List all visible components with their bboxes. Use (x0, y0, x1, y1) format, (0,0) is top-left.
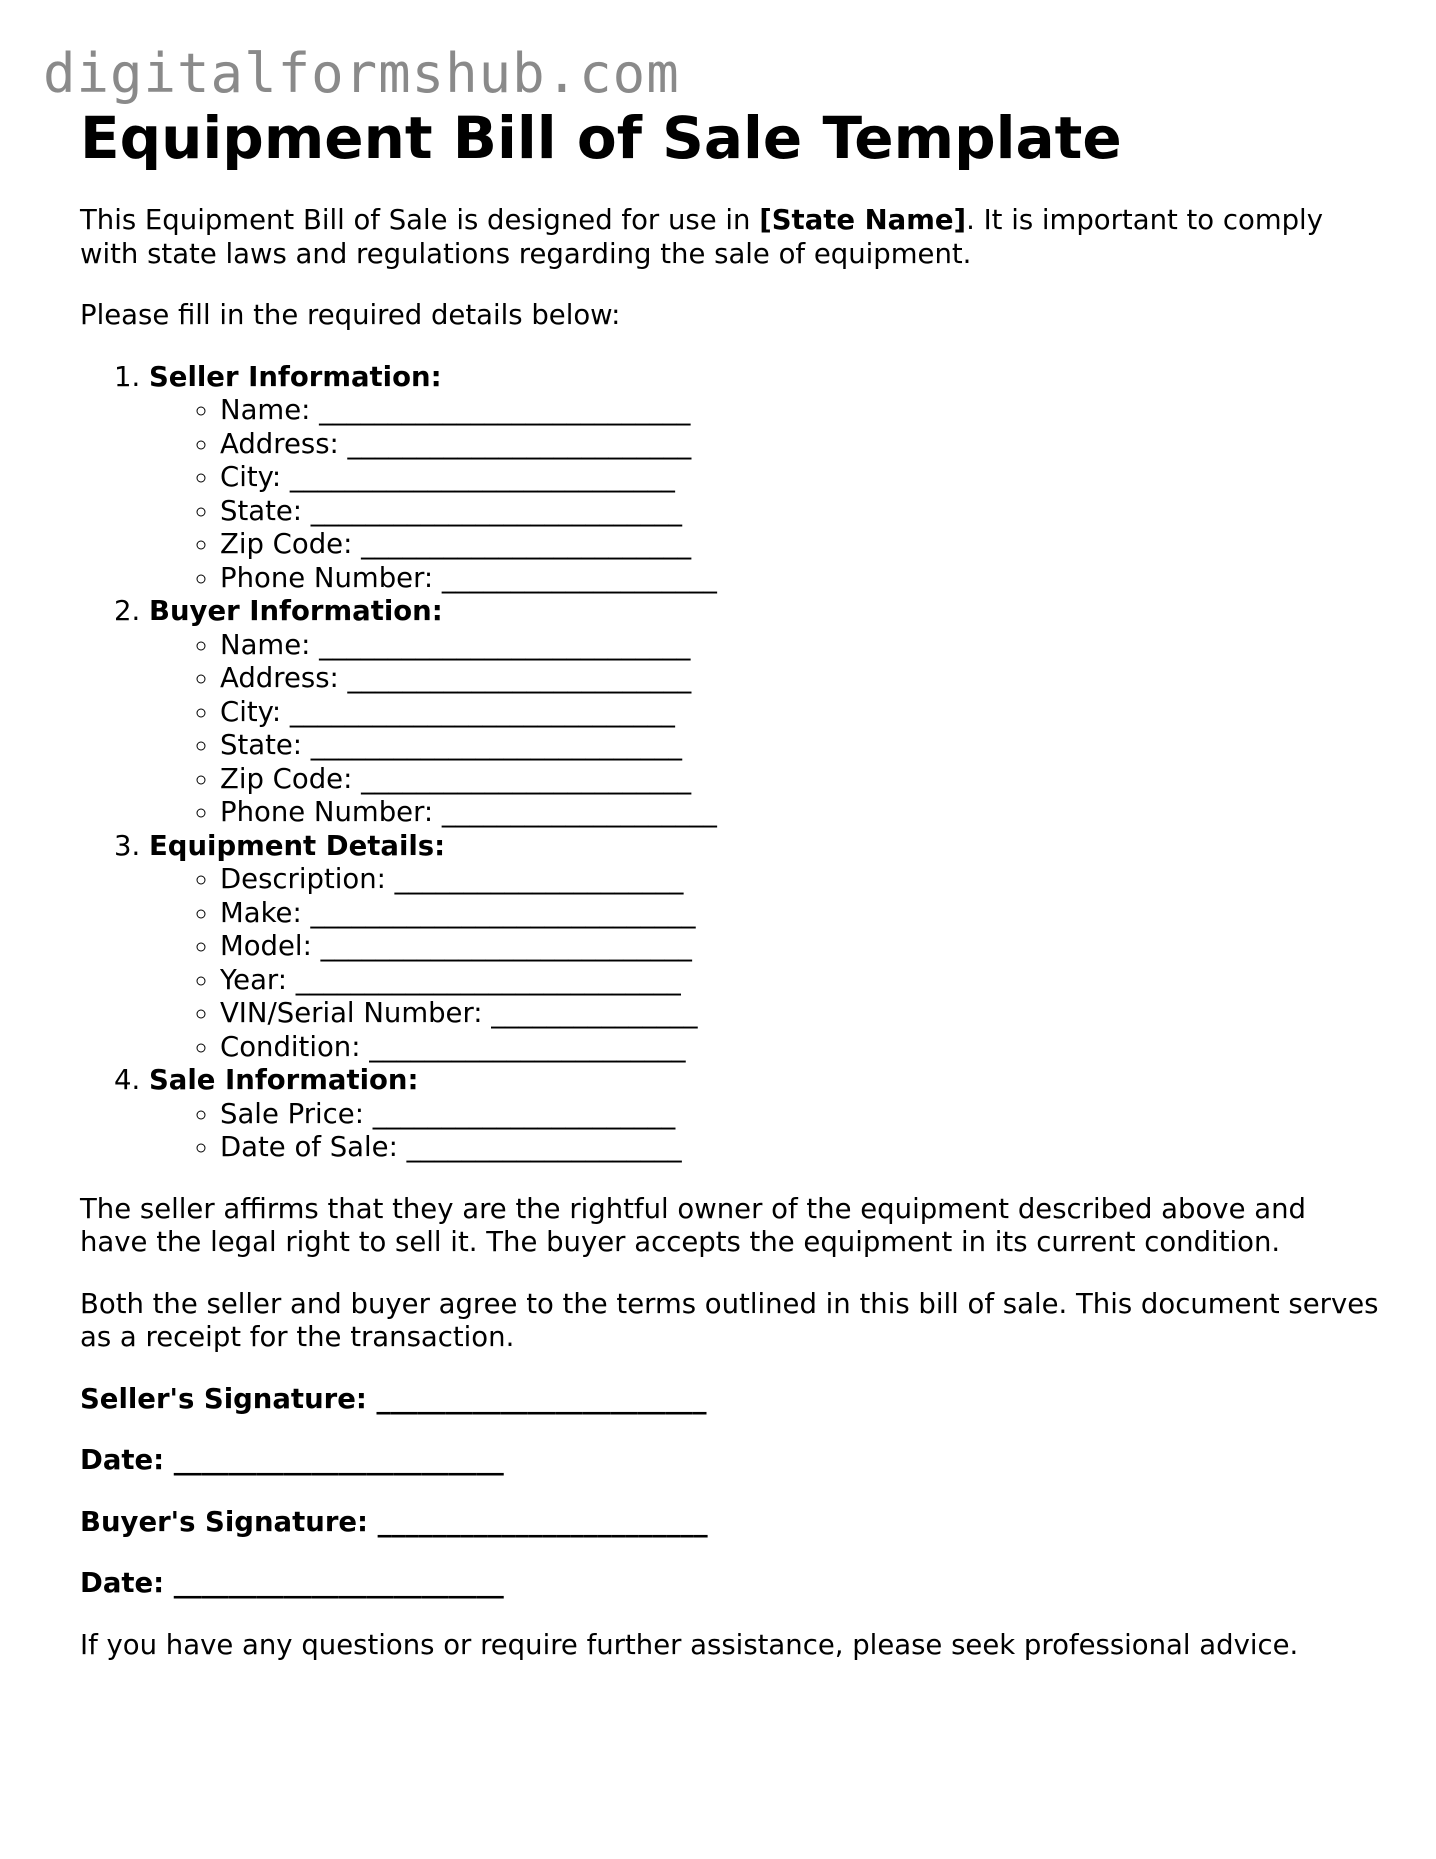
field-buyer-name[interactable]: ◦ Name: ___________________________ (220, 629, 1380, 663)
field-buyer-zip-code[interactable]: ◦ Zip Code: ________________________ (220, 763, 1380, 797)
field-equipment-year[interactable]: ◦ Year: ____________________________ (220, 964, 1380, 998)
seller-signature-line[interactable]: Seller's Signature: ________________________ (80, 1382, 707, 1415)
field-equipment-make[interactable]: ◦ Make: ____________________________ (220, 897, 1380, 931)
section-sale-information (149, 1064, 1380, 1165)
agreement-paragraph: Both the seller and buyer agree to the terms outlined in this bill of sale. This document serves as a receipt for the transaction. (80, 1287, 1379, 1353)
field-buyer-state[interactable]: ◦ State: ___________________________ (220, 729, 1380, 763)
document-body (80, 98, 1380, 1662)
section-heading: Equipment Details: (149, 829, 446, 862)
intro-text-after: . It is important to comply with state laws and regulations regarding the sale of equipment. (80, 204, 1323, 270)
buyer-date-line[interactable]: Date: ________________________ (80, 1567, 504, 1599)
intro-paragraph (80, 204, 1380, 271)
field-buyer-city[interactable]: ◦ City: ____________________________ (220, 696, 1380, 730)
field-list (149, 863, 1380, 1064)
section-equipment-details (149, 830, 1380, 1065)
buyer-signature-line[interactable]: Buyer's Signature: ________________________ (80, 1505, 708, 1538)
affirmation-paragraph: The seller affirms that they are the rightful owner of the equipment described above and have the legal right to sell it. The buyer accepts the equipment in its current condition. (80, 1192, 1306, 1258)
page-title: Equipment Bill of Sale Template (80, 104, 1122, 172)
field-seller-address[interactable]: ◦ Address: _________________________ (220, 428, 1380, 462)
sections-list (80, 361, 1380, 1165)
section-buyer-information (149, 595, 1380, 830)
field-date-of-sale[interactable]: ◦ Date of Sale: ____________________ (220, 1131, 1380, 1165)
site-watermark: digitalformshub.com (43, 42, 680, 105)
closing-paragraph: If you have any questions or require further assistance, please seek professional advice. (80, 1628, 1299, 1661)
field-seller-name[interactable]: ◦ Name: ___________________________ (220, 394, 1380, 428)
seller-date-line[interactable]: Date: ________________________ (80, 1444, 504, 1476)
field-seller-zip-code[interactable]: ◦ Zip Code: ________________________ (220, 528, 1380, 562)
field-equipment-model[interactable]: ◦ Model: ___________________________ (220, 930, 1380, 964)
fill-instructions: Please fill in the required details below: (80, 299, 621, 331)
field-list (149, 394, 1380, 595)
field-buyer-phone-number[interactable]: ◦ Phone Number: ____________________ (220, 796, 1380, 830)
field-sale-price[interactable]: ◦ Sale Price: ______________________ (220, 1098, 1380, 1132)
field-seller-state[interactable]: ◦ State: ___________________________ (220, 495, 1380, 529)
field-buyer-address[interactable]: ◦ Address: _________________________ (220, 662, 1380, 696)
section-heading: Seller Information: (149, 360, 442, 393)
intro-text-before: This Equipment Bill of Sale is designed for use in (80, 204, 760, 236)
state-name-placeholder: [State Name] (759, 204, 967, 236)
field-seller-phone-number[interactable]: ◦ Phone Number: ____________________ (220, 562, 1380, 596)
field-equipment-vin-serial[interactable]: ◦ VIN/Serial Number: _______________ (220, 997, 1380, 1031)
section-seller-information (149, 361, 1380, 596)
field-list (149, 1098, 1380, 1165)
field-list (149, 629, 1380, 830)
field-equipment-condition[interactable]: ◦ Condition: _______________________ (220, 1031, 1380, 1065)
section-heading: Buyer Information: (149, 595, 443, 627)
field-seller-city[interactable]: ◦ City: ____________________________ (220, 461, 1380, 495)
field-equipment-description[interactable]: ◦ Description: _____________________ (220, 863, 1380, 897)
section-heading: Sale Information: (149, 1064, 419, 1096)
